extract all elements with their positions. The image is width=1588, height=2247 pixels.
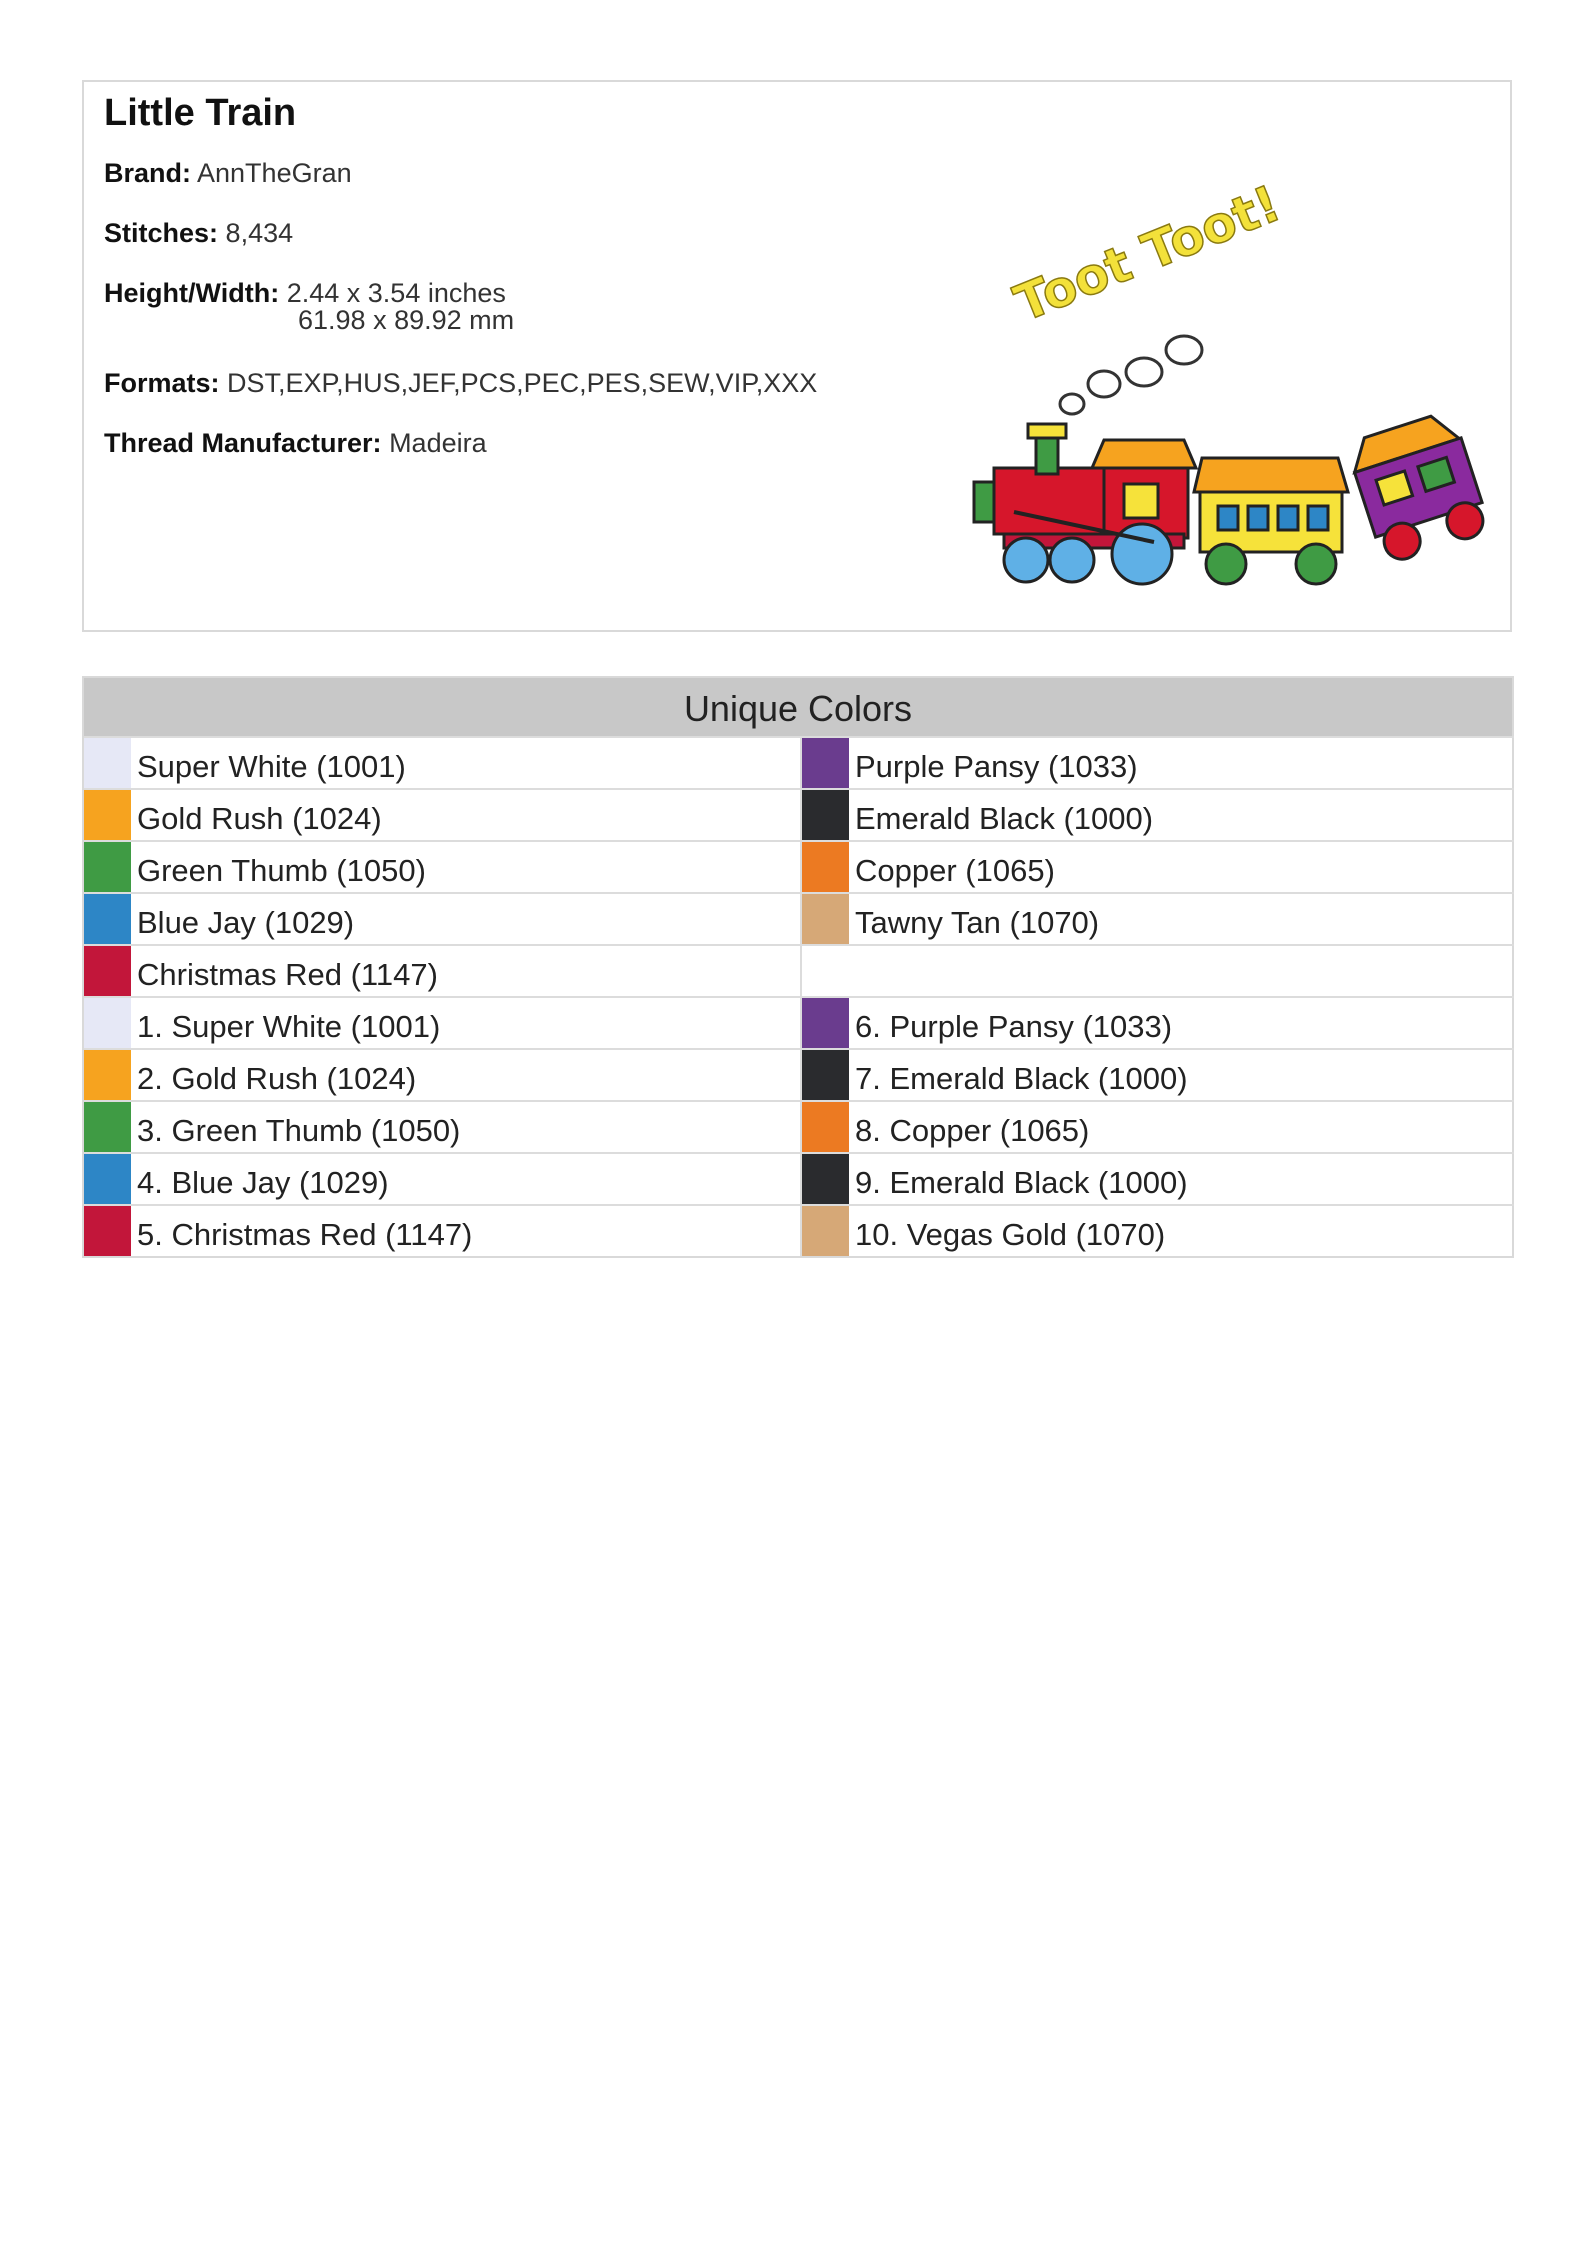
color-swatch: [84, 790, 131, 840]
color-swatch: [84, 998, 131, 1048]
color-swatch: [802, 790, 849, 840]
color-row: [800, 1100, 1514, 1152]
toot-toot-text: Toot Toot!: [1006, 174, 1289, 334]
color-row: [800, 1152, 1514, 1204]
color-name: 6. Purple Pansy (1033): [855, 1009, 1173, 1044]
train-embroidery-image: [964, 172, 1504, 632]
color-row: [800, 1204, 1514, 1256]
colors-table: [82, 676, 1514, 1258]
color-swatch: [84, 738, 131, 788]
formats-value: DST,EXP,HUS,JEF,PCS,PEC,PES,SEW,VIP,XXX: [227, 368, 818, 398]
thread-value: Madeira: [389, 428, 487, 458]
color-swatch: [802, 894, 849, 944]
stitches-label: Stitches:: [104, 218, 219, 248]
color-swatch: [802, 842, 849, 892]
color-name: Copper (1065): [855, 853, 1055, 888]
color-row: [800, 840, 1514, 892]
color-name: Emerald Black (1000): [855, 801, 1154, 836]
color-name: Super White (1001): [137, 749, 406, 784]
color-swatch: [802, 1050, 849, 1100]
passenger-car-icon: [1194, 458, 1348, 584]
color-swatch: [84, 1102, 131, 1152]
color-name: Blue Jay (1029): [137, 905, 355, 940]
color-swatch: [802, 1102, 849, 1152]
size-row: [104, 278, 514, 336]
color-name: 10. Vegas Gold (1070): [855, 1217, 1166, 1252]
design-title: Little Train: [104, 92, 297, 134]
color-row: [84, 892, 800, 944]
color-row: [84, 1048, 800, 1100]
smoke-icon: [1060, 336, 1202, 414]
color-swatch: [84, 842, 131, 892]
stitches-value: 8,434: [225, 218, 294, 248]
color-row: [84, 736, 800, 788]
color-name: Purple Pansy (1033): [855, 749, 1138, 784]
color-name: 5. Christmas Red (1147): [137, 1217, 473, 1252]
color-swatch: [84, 1206, 131, 1256]
locomotive-icon: [974, 424, 1196, 584]
brand-value: AnnTheGran: [197, 158, 352, 188]
color-name: 4. Blue Jay (1029): [137, 1165, 389, 1200]
color-name: Green Thumb (1050): [137, 853, 426, 888]
color-swatch: [802, 998, 849, 1048]
color-swatch: [802, 1206, 849, 1256]
color-swatch: [84, 894, 131, 944]
formats-label: Formats:: [104, 368, 220, 398]
color-swatch: [84, 946, 131, 996]
size-mm: 61.98 x 89.92 mm: [298, 305, 515, 335]
color-name: 1. Super White (1001): [137, 1009, 441, 1044]
color-name: Christmas Red (1147): [137, 957, 438, 992]
color-row: [84, 788, 800, 840]
formats-row: [104, 368, 817, 399]
brand-row: [104, 158, 352, 189]
color-name: 7. Emerald Black (1000): [855, 1061, 1188, 1096]
design-info-card: [82, 80, 1512, 632]
color-row: [84, 1100, 800, 1152]
color-row: [800, 944, 1514, 996]
stitches-row: [104, 218, 293, 249]
color-row: [84, 996, 800, 1048]
color-row: [84, 944, 800, 996]
color-name: 2. Gold Rush (1024): [137, 1061, 417, 1096]
color-row: [84, 1204, 800, 1256]
color-name: Gold Rush (1024): [137, 801, 382, 836]
color-row: [800, 1048, 1514, 1100]
size-label: Height/Width:: [104, 278, 280, 308]
color-row: [84, 1152, 800, 1204]
colors-grid: [84, 736, 1512, 1256]
brand-label: Brand:: [104, 158, 191, 188]
color-swatch: [802, 1154, 849, 1204]
color-name: 3. Green Thumb (1050): [137, 1113, 461, 1148]
color-swatch: [802, 738, 849, 788]
size-inches: 2.44 x 3.54 inches: [286, 278, 506, 308]
thread-row: [104, 428, 487, 459]
color-swatch: [84, 1154, 131, 1204]
thread-label: Thread Manufacturer:: [104, 428, 382, 458]
color-name: 8. Copper (1065): [855, 1113, 1090, 1148]
color-row: [800, 788, 1514, 840]
color-name: Tawny Tan (1070): [855, 905, 1100, 940]
color-name: 9. Emerald Black (1000): [855, 1165, 1188, 1200]
color-row: [800, 736, 1514, 788]
color-row: [84, 840, 800, 892]
color-row: [800, 996, 1514, 1048]
color-row: [800, 892, 1514, 944]
caboose-icon: [1345, 409, 1491, 565]
colors-header: Unique Colors: [84, 678, 1512, 736]
color-swatch: [84, 1050, 131, 1100]
